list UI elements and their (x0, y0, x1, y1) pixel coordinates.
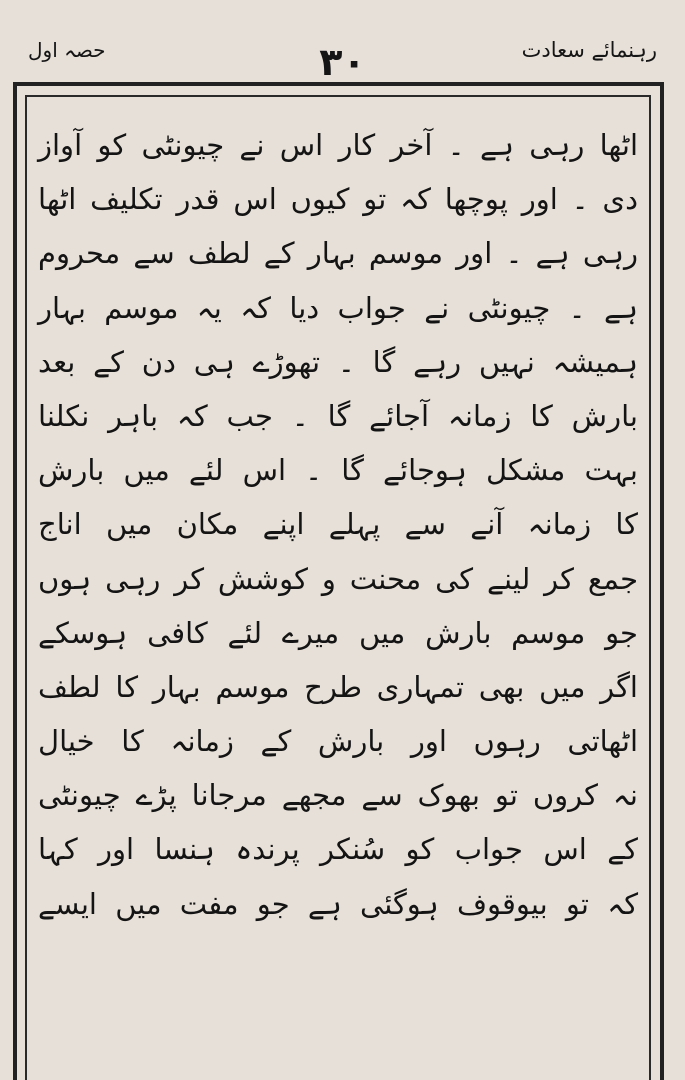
text-line: اگر میں بھی تمہاری طرح موسم بہار کا لطف (38, 669, 638, 704)
page-number: ۳۰ (319, 40, 366, 84)
text-line: اٹھا رہی ہے ۔ آخر کار اس نے چیونٹی کو آواز (38, 128, 638, 162)
text-line: کہ تو بیوقوف ہوگئی ہے جو مفت میں ایسے (38, 886, 638, 921)
text-line: کا زمانہ آنے سے پہلے اپنے مکان میں اناج (38, 507, 638, 542)
text-line: کے اس جواب کو سُنکر پرندہ ہنسا اور کہا (38, 832, 638, 867)
text-line: بارش کا زمانہ آجائے گا ۔ جب کہ باہر نکلنا (38, 398, 638, 433)
section-label: حصہ اول (28, 38, 106, 62)
text-line: ہمیشہ نہیں رہے گا ۔ تھوڑے ہی دن کے بعد (38, 344, 638, 379)
text-line: جو موسم بارش میں میرے لئے کافی ہوسکے (38, 615, 638, 650)
text-line: نہ کروں تو بھوک سے مجھے مرجانا پڑے چیونٹی (38, 778, 638, 813)
text-line: اٹھاتی رہوں اور بارش کے زمانہ کا خیال (38, 724, 638, 759)
book-title: رہنمائے سعادت (521, 38, 657, 62)
text-line: بہت مشکل ہوجائے گا ۔ اس لئے میں بارش (38, 453, 638, 488)
text-line: ہے ۔ چیونٹی نے جواب دیا کہ یہ موسم بہار (38, 290, 638, 325)
body-text (32, 118, 644, 1078)
text-line: جمع کر لینے کی محنت و کوشش کر رہی ہوں (38, 561, 638, 596)
text-line: رہی ہے ۔ اور موسم بہار کے لطف سے محروم (38, 236, 638, 271)
page-header (28, 32, 657, 88)
text-line: دی ۔ اور پوچھا کہ تو کیوں اس قدر تکلیف اٹھا (38, 182, 638, 217)
